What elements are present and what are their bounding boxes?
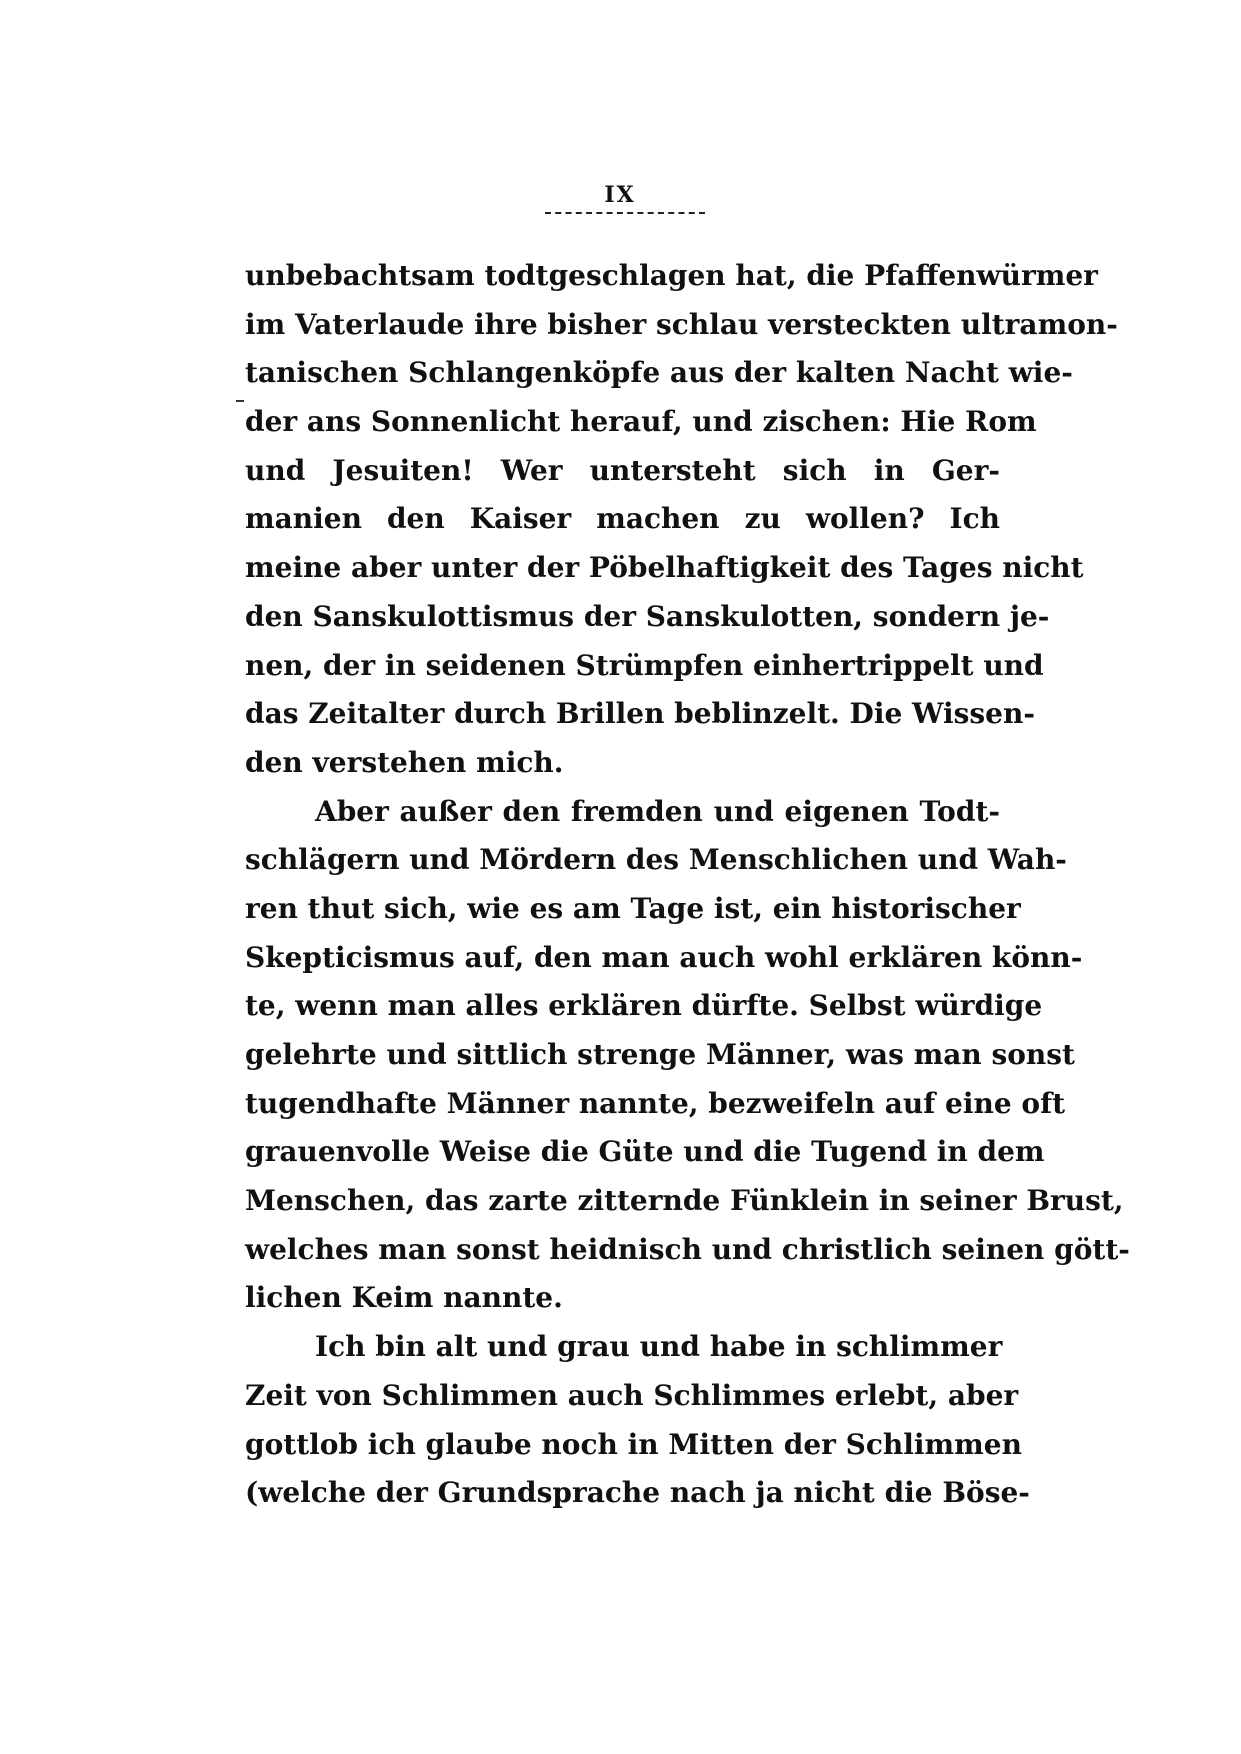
- text-line: unbebachtsam todtgeschlagen hat, die Pfaffenwürmer: [245, 259, 1098, 292]
- text-line: grauenvolle Weise die Güte und die Tugend in dem: [245, 1135, 1045, 1169]
- text-line: manien den Kaiser machen zu wollen? Ich: [245, 502, 1000, 536]
- margin-mark: [236, 400, 244, 402]
- text-line: welches man sonst heidnisch und christlich seinen gött-: [245, 1232, 1130, 1266]
- text-line: und Jesuiten! Wer untersteht sich in Ger-: [245, 453, 1000, 487]
- text-line: gottlob ich glaube noch in Mitten der Schlimmen: [245, 1427, 1022, 1461]
- text-line: lichen Keim nannte.: [245, 1281, 563, 1315]
- text-line: den verstehen mich.: [245, 745, 564, 779]
- text-line: Aber außer den fremden und eigenen Todt-: [315, 794, 1000, 828]
- text-line: nen, der in seidenen Strümpfen einhertrippelt und: [245, 648, 1044, 682]
- text-line: den Sanskulottismus der Sanskulotten, sondern je-: [245, 599, 1050, 633]
- text-line: Zeit von Schlimmen auch Schlimmes erlebt, aber: [245, 1378, 1019, 1412]
- text-line: ren thut sich, wie es am Tage ist, ein historischer: [245, 891, 1021, 925]
- text-line: schlägern und Mördern des Menschlichen und Wah-: [245, 843, 1067, 877]
- text-line: Menschen, das zarte zitternde Fünklein in seiner Brust,: [245, 1184, 1124, 1218]
- text-line: der ans Sonnenlicht herauf, und zischen: Hie Rom: [245, 405, 1037, 439]
- text-line: te, wenn man alles erklären dürfte. Selbst würdige: [245, 989, 1043, 1023]
- text-line: tugendhafte Männer nannte, bezweifeln auf eine oft: [245, 1086, 1066, 1120]
- text-line: Skepticismus auf, den man auch wohl erklären könn-: [245, 940, 1083, 974]
- text-line: (welche der Grundsprache nach ja nicht die Böse-: [245, 1476, 1030, 1510]
- text-line: das Zeitalter durch Brillen beblinzelt. Die Wissen-: [245, 697, 1035, 731]
- text-line: tanischen Schlangenköpfe aus der kalten Nacht wie-: [245, 356, 1073, 390]
- text-line: im Vaterlaude ihre bisher schlau versteckten ultramon-: [245, 307, 1118, 341]
- header-rule: [545, 212, 705, 214]
- body-text: [245, 252, 1130, 1518]
- text-line: meine aber unter der Pöbelhaftigkeit des Tages nicht: [245, 551, 1084, 585]
- text-line: gelehrte und sittlich strenge Männer, was man sonst: [245, 1038, 1075, 1071]
- page-number: IX: [604, 182, 636, 208]
- text-line: Ich bin alt und grau und habe in schlimmer: [315, 1330, 1003, 1364]
